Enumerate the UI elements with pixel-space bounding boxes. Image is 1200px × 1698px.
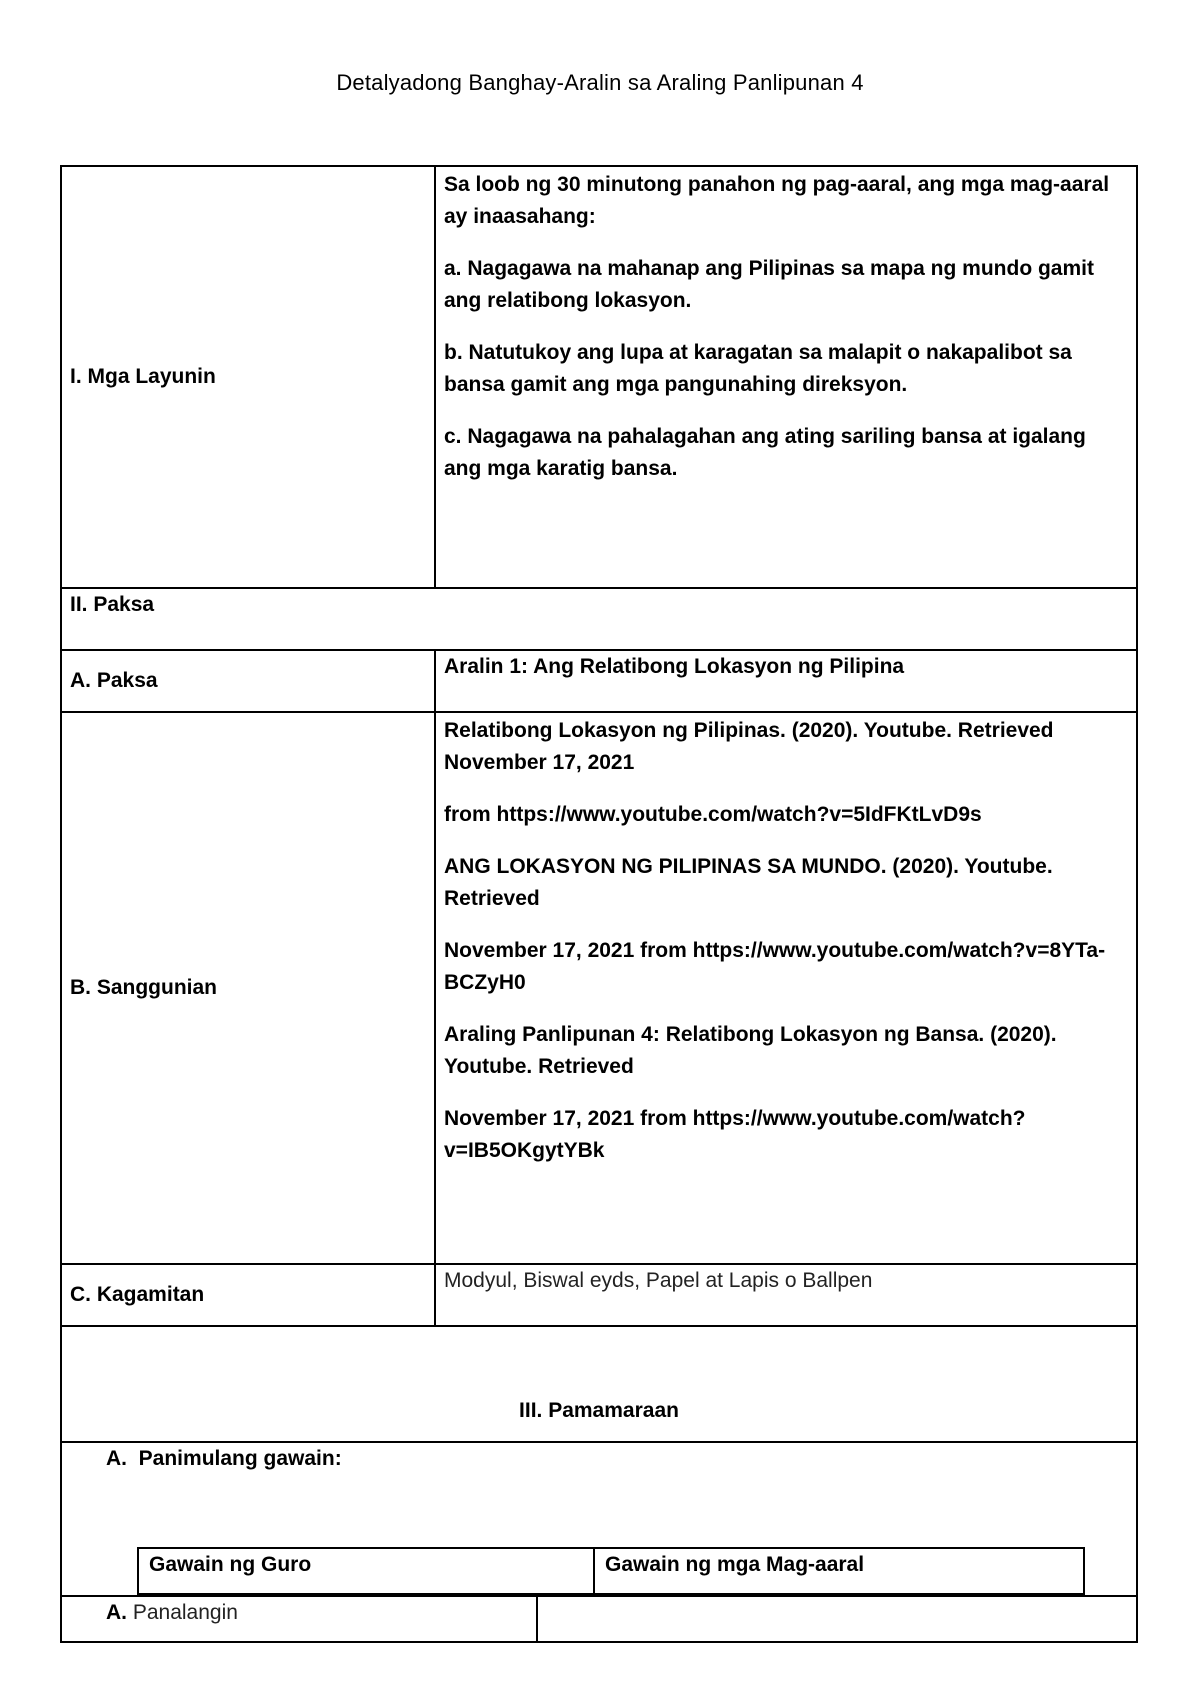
panimula-marker: A. [106, 1447, 127, 1470]
panimula-label: Panimulang gawain: [138, 1447, 342, 1470]
panalangin-row [61, 1596, 1137, 1642]
panimula-heading [62, 1443, 1136, 1547]
layunin-content [435, 166, 1137, 588]
layunin-label: I. Mga Layunin [61, 166, 435, 588]
pamamaraan-label: III. Pamamaraan [61, 1326, 1137, 1442]
pamamaraan-row [61, 1326, 1137, 1442]
gawain-guro-header: Gawain ng Guro [138, 1548, 594, 1594]
panalangin-cell [61, 1596, 537, 1642]
layunin-item-b: b. Natutukoy ang lupa at karagatan sa malapit o nakapalibot sa bansa gamit ang mga pangunahing direksyon. [444, 341, 1072, 396]
kagamitan-row [61, 1264, 1137, 1326]
page-title: Detalyadong Banghay-Aralin sa Araling Panlipunan 4 [336, 70, 864, 95]
layunin-item-c: c. Nagagawa na pahalagahan ang ating sariling bansa at igalang ang mga karatig bansa. [444, 425, 1086, 480]
panalangin-label: Panalangin [132, 1601, 238, 1624]
sanggunian-entry: ANG LOKASYON NG PILIPINAS SA MUNDO. (2020). Youtube. Retrieved [444, 855, 1053, 910]
sanggunian-entry: from https://www.youtube.com/watch?v=5IdFKtLvD9s [444, 803, 982, 826]
sanggunian-label: B. Sanggunian [61, 712, 435, 1264]
paksa-value: Aralin 1: Ang Relatibong Lokasyon ng Pilipina [435, 650, 1137, 712]
layunin-item-a: a. Nagagawa na mahanap ang Pilipinas sa mapa ng mundo gamit ang relatibong lokasyon. [444, 257, 1094, 312]
paksa-section-row [61, 588, 1137, 650]
panalangin-marker: A. [106, 1601, 127, 1624]
panimula-row [61, 1442, 1137, 1596]
paksa-row [61, 650, 1137, 712]
paksa-label: A. Paksa [61, 650, 435, 712]
layunin-row [61, 166, 1137, 588]
sanggunian-entry: November 17, 2021 from https://www.youtube.com/watch?v=8YTa-BCZyH0 [444, 939, 1106, 994]
sanggunian-entry: Araling Panlipunan 4: Relatibong Lokasyon ng Bansa. (2020). Youtube. Retrieved [444, 1023, 1057, 1078]
sanggunian-content [435, 712, 1137, 1264]
lesson-plan-table [60, 165, 1138, 1643]
gawain-magaaral-header: Gawain ng mga Mag-aaral [594, 1548, 1084, 1594]
sanggunian-entry: November 17, 2021 from https://www.youtube.com/watch?v=IB5OKgytYBk [444, 1107, 1026, 1162]
sanggunian-row [61, 712, 1137, 1264]
kagamitan-label: C. Kagamitan [61, 1264, 435, 1326]
gawain-header-table [137, 1547, 1085, 1595]
kagamitan-value: Modyul, Biswal eyds, Papel at Lapis o Ballpen [435, 1264, 1137, 1326]
sanggunian-entry: Relatibong Lokasyon ng Pilipinas. (2020). Youtube. Retrieved November 17, 2021 [444, 719, 1054, 774]
layunin-intro: Sa loob ng 30 minutong panahon ng pag-aaral, ang mga mag-aaral ay inaasahang: [444, 173, 1110, 228]
panalangin-response-cell [537, 1596, 1137, 1642]
panimula-cell [61, 1442, 1137, 1596]
paksa-section-label: II. Paksa [61, 588, 1137, 650]
